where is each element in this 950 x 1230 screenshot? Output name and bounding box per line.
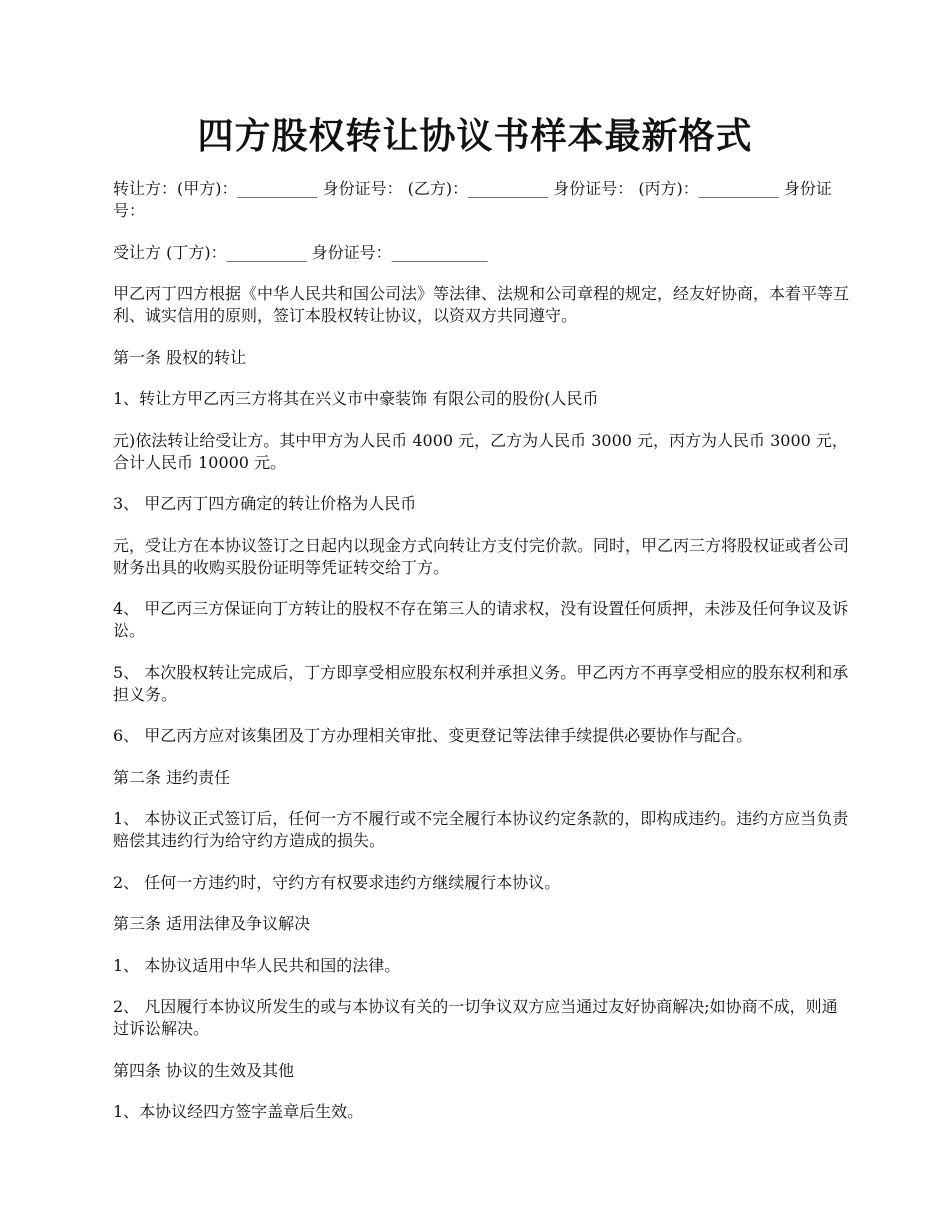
article-1-clause-4: 4、 甲乙丙三方保证向丁方转让的股权不存在第三人的请求权，没有设置任何质押，未涉及任何争议及诉讼。	[113, 599, 849, 640]
transferee-party: 受让方 (丁方)：__________ 身份证号：____________	[113, 242, 488, 262]
preamble: 甲乙丙丁四方根据《中华人民共和国公司法》等法律、法规和公司章程的规定，经友好协商，本着平等互利、诚实信用的原则，签订本股权转让协议，以资双方共同遵守。	[113, 284, 850, 325]
article-1-clause-5: 5、 本次股权转让完成后，丁方即享受相应股东权利并承担义务。甲乙丙方不再享受相应的股东权利和承担义务。	[113, 662, 849, 704]
article-1-clause-3: 3、 甲乙丙丁四方确定的转让价格为人民币	[113, 494, 417, 513]
document-body	[113, 178, 853, 1143]
article-2-clause-1: 1、 本协议正式签订后，任何一方不履行或不完全履行本协议约定条款的，即构成违约。违约方应当负责赔偿其违约行为给守约方造成的损失。	[113, 809, 849, 850]
transferor-parties: 转让方：(甲方)：__________ 身份证号： (乙方)：__________ 身份证号： (丙方)：__________ 身份证号：	[113, 179, 832, 220]
article-3-heading: 第三条 适用法律及争议解决	[113, 914, 311, 933]
article-3-clause-1: 1、 本协议适用中华人民共和国的法律。	[113, 955, 401, 975]
article-1-clause-3-cont: 元，受让方在本协议签订之日起内以现金方式向转让方支付完价款。同时，甲乙丙三方将股权证或者公司财务出具的收购买股份证明等凭证转交给丁方。	[113, 535, 850, 577]
document-title: 四方股权转让协议书样本最新格式	[197, 115, 753, 157]
article-4-clause-1: 1、本协议经四方签字盖章后生效。	[113, 1102, 364, 1121]
article-1-clause-1: 1、转让方甲乙丙三方将其在兴义市中豪装饰 有限公司的股份(人民币	[113, 389, 599, 408]
article-1-clause-1-cont: 元)依法转让给受让方。其中甲方为人民币 4000 元，乙方为人民币 3000 元，丙方为人民币 3000 元，合计人民币 10000 元。	[113, 430, 848, 472]
article-2-clause-2: 2、 任何一方违约时，守约方有权要求违约方继续履行本协议。	[113, 872, 561, 892]
article-2-heading: 第二条 违约责任	[113, 767, 231, 787]
article-1-clause-6: 6、 甲乙丙方应对该集团及丁方办理相关审批、变更登记等法律手续提供必要协作与配合。	[113, 726, 753, 745]
article-4-heading: 第四条 协议的生效及其他	[113, 1060, 295, 1080]
article-1-heading: 第一条 股权的转让	[113, 347, 247, 367]
article-3-clause-2: 2、 凡因履行本协议所发生的或与本协议有关的一切争议双方应当通过友好协商解决;如协商不成，则通过诉讼解决。	[113, 997, 838, 1038]
